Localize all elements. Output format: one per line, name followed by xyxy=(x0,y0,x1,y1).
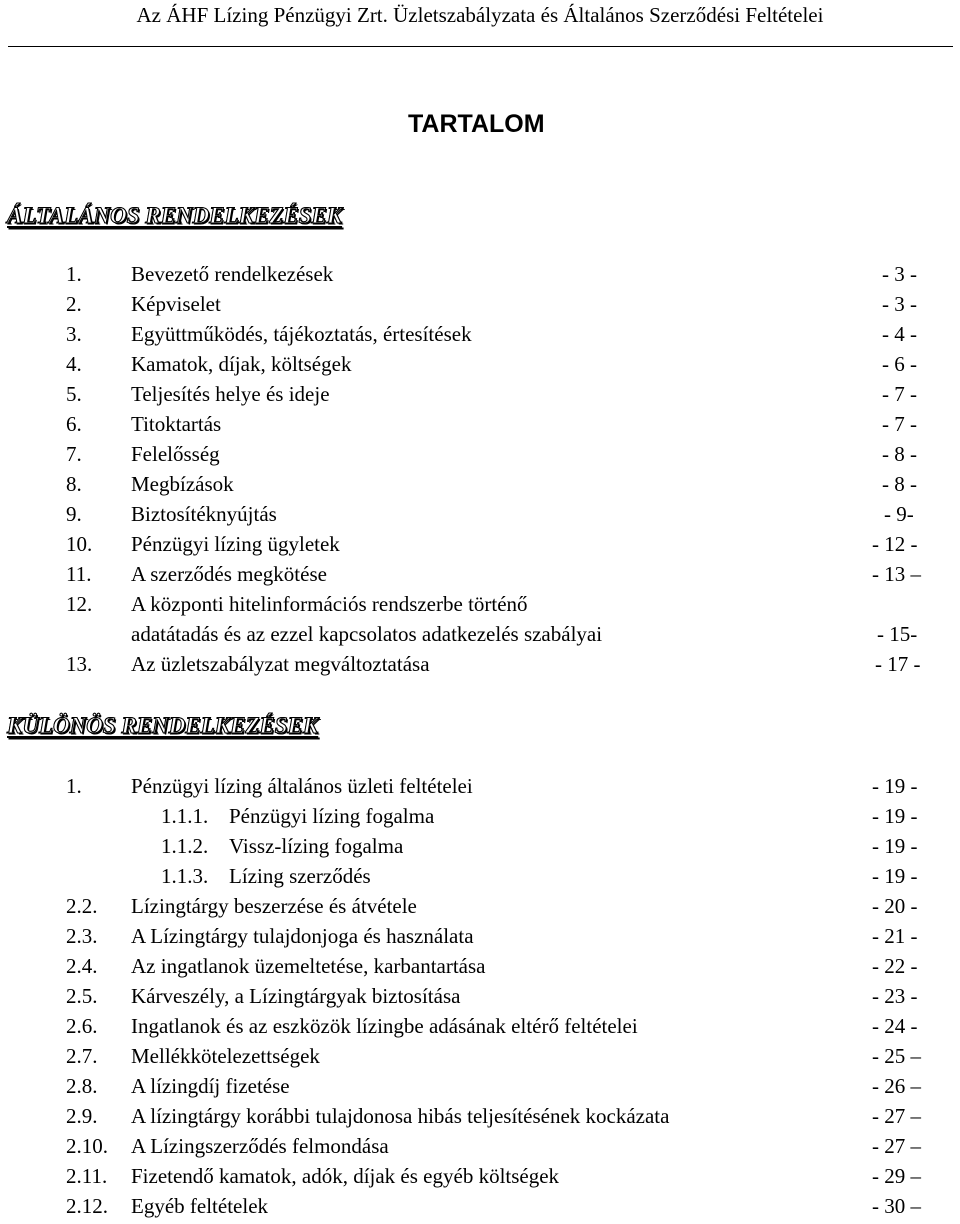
toc-entry-number: 2.3. xyxy=(66,924,98,948)
toc-entry[interactable] xyxy=(0,774,960,804)
toc-entry-title: A központi hitelinformációs rendszerbe történő xyxy=(131,592,528,616)
toc-entry[interactable] xyxy=(0,1104,960,1134)
toc-entry-page: - 6 - xyxy=(882,352,917,376)
toc-entry-title: Képviselet xyxy=(131,292,221,316)
toc-entry-title: Felelősség xyxy=(131,442,220,466)
toc-entry-title: Együttműködés, tájékoztatás, értesítések xyxy=(131,322,472,346)
toc-entry-number: 13. xyxy=(66,652,93,676)
toc-entry-page: - 25 – xyxy=(872,1044,921,1068)
toc-entry-page: - 3 - xyxy=(882,292,917,316)
toc-entry-page: - 27 – xyxy=(872,1134,921,1158)
toc-entry-title: Pénzügyi lízing általános üzleti feltételei xyxy=(131,774,473,798)
toc-entry-number: 7. xyxy=(66,442,82,466)
header-divider xyxy=(8,46,953,47)
toc-entry-number: 2.7. xyxy=(66,1044,98,1068)
toc-entry-page: - 3 - xyxy=(882,262,917,286)
toc-entry-title: Kárveszély, a Lízingtárgyak biztosítása xyxy=(131,984,461,1008)
toc-entry[interactable] xyxy=(0,984,960,1014)
toc-entry-title: Pénzügyi lízing fogalma xyxy=(229,804,435,828)
toc-entry-number: 1. xyxy=(66,262,82,286)
toc-entry-title: Teljesítés helye és ideje xyxy=(131,382,330,406)
toc-entry-title: Lízingtárgy beszerzése és átvétele xyxy=(131,894,417,918)
toc-entry-title: Bevezető rendelkezések xyxy=(131,262,334,286)
toc-entry-title: Fizetendő kamatok, adók, díjak és egyéb költségek xyxy=(131,1164,560,1188)
section-heading-special: KÜLÖNÖS RENDELKEZÉSEK xyxy=(7,713,319,738)
toc-entry-number: 8. xyxy=(66,472,82,496)
toc-entry-page: - 24 - xyxy=(872,1014,918,1038)
toc-entry-page: - 22 - xyxy=(872,954,918,978)
toc-entry-page: - 9- xyxy=(884,502,914,526)
toc-entry[interactable] xyxy=(0,864,960,894)
toc-entry-title: Mellékkötelezettségek xyxy=(131,1044,320,1068)
toc-entry-number: 2.9. xyxy=(66,1104,98,1128)
toc-entry-number: 1.1.2. xyxy=(161,834,209,858)
toc-entry-number: 10. xyxy=(66,532,93,556)
toc-entry[interactable] xyxy=(0,502,960,532)
toc-entry[interactable] xyxy=(0,562,960,592)
section-heading-general: ÁLTALÁNOS RENDELKEZÉSEK xyxy=(7,203,343,228)
toc-entry-page: - 19 - xyxy=(872,804,918,828)
toc-entry-page: - 7 - xyxy=(882,412,917,436)
toc-entry-title: Vissz-lízing fogalma xyxy=(229,834,404,858)
toc-entry-number: 2.11. xyxy=(66,1164,108,1188)
toc-entry-page: - 15- xyxy=(877,622,918,646)
toc-entry-title: A lízingtárgy korábbi tulajdonosa hibás teljesítésének kockázata xyxy=(131,1104,670,1128)
toc-entry[interactable] xyxy=(0,472,960,502)
toc-entry[interactable] xyxy=(0,1014,960,1044)
toc-entry-title: A szerződés megkötése xyxy=(131,562,327,586)
toc-entry[interactable] xyxy=(0,532,960,562)
toc-entry-title: Ingatlanok és az eszközök lízingbe adásának eltérő feltételei xyxy=(131,1014,638,1038)
toc-entry-page: - 19 - xyxy=(872,834,918,858)
toc-entry-page: - 12 - xyxy=(872,532,918,556)
toc-entry-title-line2: adatátadás és az ezzel kapcsolatos adatkezelés szabályai xyxy=(131,622,603,646)
toc-entry[interactable] xyxy=(0,954,960,984)
toc-entry[interactable] xyxy=(0,382,960,412)
toc-entry-title: Titoktartás xyxy=(131,412,222,436)
toc-entry-number: 1. xyxy=(66,774,82,798)
toc-entry-title: Az ingatlanok üzemeltetése, karbantartása xyxy=(131,954,486,978)
toc-entry[interactable] xyxy=(0,442,960,472)
toc-entry-number: 2.10. xyxy=(66,1134,108,1158)
toc-entry-number: 1.1.3. xyxy=(161,864,209,888)
toc-entry-number: 2.6. xyxy=(66,1014,98,1038)
toc-title: TARTALOM xyxy=(408,110,545,138)
toc-entry-page: - 19 - xyxy=(872,864,918,888)
toc-entry-continuation[interactable] xyxy=(0,622,960,652)
toc-entry[interactable] xyxy=(0,924,960,954)
toc-entry[interactable] xyxy=(0,1044,960,1074)
toc-entry[interactable] xyxy=(0,834,960,864)
toc-entry[interactable] xyxy=(0,894,960,924)
toc-entry-title: Lízing szerződés xyxy=(229,864,371,888)
toc-entry-number: 11. xyxy=(66,562,92,586)
toc-entry-title: A lízingdíj fizetése xyxy=(131,1074,290,1098)
toc-entry-page: - 27 – xyxy=(872,1104,921,1128)
toc-entry-title: Pénzügyi lízing ügyletek xyxy=(131,532,340,556)
toc-entry-page: - 19 - xyxy=(872,774,918,798)
toc-entry[interactable] xyxy=(0,292,960,322)
toc-entry-page: - 30 – xyxy=(872,1194,921,1218)
toc-entry-number: 2.8. xyxy=(66,1074,98,1098)
toc-entry-number: 9. xyxy=(66,502,82,526)
toc-entry[interactable] xyxy=(0,652,960,682)
toc-entry-page: - 23 - xyxy=(872,984,918,1008)
toc-entry[interactable] xyxy=(0,262,960,292)
toc-entry[interactable] xyxy=(0,1134,960,1164)
toc-entry-number: 2. xyxy=(66,292,82,316)
toc-entry-title: Biztosítéknyújtás xyxy=(131,502,277,526)
toc-entry-title: A Lízingtárgy tulajdonjoga és használata xyxy=(131,924,474,948)
page-header: Az ÁHF Lízing Pénzügyi Zrt. Üzletszabályzata és Általános Szerződési Feltételei xyxy=(136,3,824,27)
toc-entry[interactable] xyxy=(0,1194,960,1224)
toc-entry-number: 2.5. xyxy=(66,984,98,1008)
toc-entry-number: 3. xyxy=(66,322,82,346)
toc-entry[interactable] xyxy=(0,352,960,382)
toc-entry[interactable] xyxy=(0,804,960,834)
toc-entry-page: - 26 – xyxy=(872,1074,921,1098)
toc-entry-number: 1.1.1. xyxy=(161,804,209,828)
toc-entry-page: - 4 - xyxy=(882,322,917,346)
toc-entry-title: Megbízások xyxy=(131,472,234,496)
toc-entry[interactable] xyxy=(0,322,960,352)
toc-entry-number: 2.4. xyxy=(66,954,98,978)
toc-entry-page: - 17 - xyxy=(875,652,921,676)
toc-entry[interactable] xyxy=(0,412,960,442)
toc-entry-number: 5. xyxy=(66,382,82,406)
toc-entry-title: Kamatok, díjak, költségek xyxy=(131,352,352,376)
toc-entry-number: 4. xyxy=(66,352,82,376)
toc-entry[interactable] xyxy=(0,592,960,622)
toc-entry-title: A Lízingszerződés felmondása xyxy=(131,1134,389,1158)
toc-entry-title: Egyéb feltételek xyxy=(131,1194,269,1218)
toc-entry-title: Az üzletszabályzat megváltoztatása xyxy=(131,652,430,676)
toc-entry-page: - 21 - xyxy=(872,924,918,948)
toc-entry-page: - 29 – xyxy=(872,1164,921,1188)
toc-entry-page: - 13 – xyxy=(872,562,921,586)
toc-entry-page: - 8 - xyxy=(882,472,917,496)
toc-entry-page: - 7 - xyxy=(882,382,917,406)
toc-entry[interactable] xyxy=(0,1074,960,1104)
toc-entry-number: 12. xyxy=(66,592,93,616)
toc-entry[interactable] xyxy=(0,1164,960,1194)
toc-entry-page: - 20 - xyxy=(872,894,918,918)
toc-entry-page: - 8 - xyxy=(882,442,917,466)
toc-entry-number: 2.2. xyxy=(66,894,98,918)
toc-entry-number: 6. xyxy=(66,412,82,436)
toc-entry-number: 2.12. xyxy=(66,1194,108,1218)
